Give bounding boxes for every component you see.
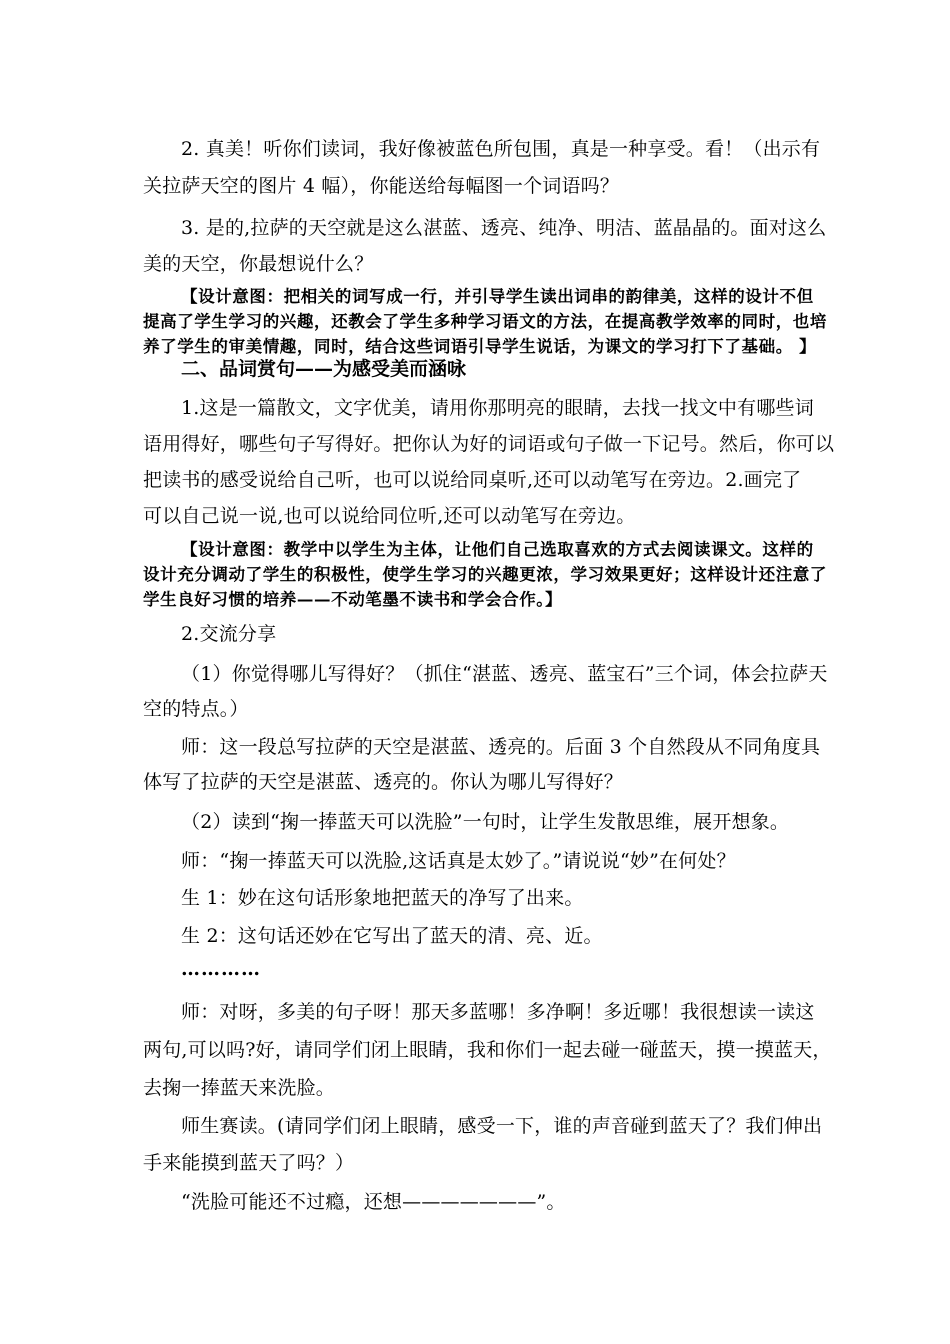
paragraph-line: 美的天空，你最想说什么？ <box>143 253 374 275</box>
paragraph-line: 体写了拉萨的天空是湛蓝、透亮的。你认为哪儿写得好？ <box>143 771 624 793</box>
paragraph-line: “洗脸可能还不过瘾，还想———————”。 <box>181 1191 566 1213</box>
paragraph-line: 师：对呀，多美的句子呀！那天多蓝哪！多净啊！多近哪！我很想读一读这 <box>181 1001 815 1023</box>
design-intent-note: 学生良好习惯的培养——不动笔墨不读书和学会合作。】 <box>143 590 563 609</box>
paragraph-line: 生 2：这句话还妙在它写出了蓝天的清、亮、近。 <box>181 925 603 947</box>
paragraph-line: 手来能摸到蓝天了吗？） <box>143 1152 355 1174</box>
paragraph-line: 可以自己说一说,也可以说给同位听,还可以动笔写在旁边。 <box>143 505 636 527</box>
paragraph-line: （1）你觉得哪儿写得好？（抓住“湛蓝、透亮、蓝宝石”三个词，体会拉萨天 <box>181 663 828 685</box>
paragraph-line: 生 1：妙在这句话形象地把蓝天的净写了出来。 <box>181 887 584 909</box>
paragraph-line: 师生赛读。(请同学们闭上眼睛，感受一下，谁的声音碰到蓝天了？我们伸出 <box>181 1115 823 1137</box>
ellipsis: ………… <box>181 958 261 980</box>
paragraph-line: （2）读到“掬一捧蓝天可以洗脸”一句时，让学生发散思维，展开想象。 <box>181 811 790 833</box>
paragraph-line: 1.这是一篇散文，文字优美，请用你那明亮的眼睛，去找一找文中有哪些词 <box>181 397 814 419</box>
paragraph-line: 把读书的感受说给自己听，也可以说给同桌听,还可以动笔写在旁边。2.画完了 <box>143 469 802 491</box>
design-intent-note: 设计充分调动了学生的积极性，使学生学习的兴趣更浓，学习效果更好；这样设计还注意了 <box>143 565 827 584</box>
paragraph-line: 两句,可以吗?好，请同学们闭上眼睛，我和你们一起去碰一碰蓝天，摸一摸蓝天， <box>143 1039 832 1061</box>
design-intent-note: 【设计意图：教学中以学生为主体，让他们自己选取喜欢的方式去阅读课文。这样的 <box>181 540 814 559</box>
paragraph-line: 空的特点。） <box>143 698 249 720</box>
paragraph-line: 2.交流分享 <box>181 623 277 645</box>
section-heading: 二、品词赏句——为感受美而涵咏 <box>181 358 467 380</box>
paragraph-line: 去掬一捧蓝天来洗脸。 <box>143 1077 336 1099</box>
paragraph-line: 3. 是的,拉萨的天空就是这么湛蓝、透亮、纯净、明洁、蓝晶晶的。面对这么 <box>181 217 827 239</box>
paragraph-line: 关拉萨天空的图片 4 幅），你能送给每幅图一个词语吗？ <box>143 175 620 197</box>
paragraph-line: 语用得好，哪些句子写得好。把你认为好的词语或句子做一下记号。然后，你可以 <box>143 433 835 455</box>
paragraph-line: 师：这一段总写拉萨的天空是湛蓝、透亮的。后面 3 个自然段从不同角度具 <box>181 736 821 758</box>
design-intent-note: 提高了学生学习的兴趣，还教会了学生多种学习语文的方法，在提高教学效率的同时，也培 <box>143 312 827 331</box>
design-intent-note: 【设计意图：把相关的词写成一行，并引导学生读出词串的韵律美，这样的设计不但 <box>181 287 814 306</box>
paragraph-line: 师：“掬一捧蓝天可以洗脸,这话真是太妙了。”请说说“妙”在何处？ <box>181 850 736 872</box>
paragraph-line: 2. 真美！听你们读词，我好像被蓝色所包围，真是一种享受。看！（出示有 <box>181 138 821 160</box>
design-intent-note: 养了学生的审美情趣，同时，结合这些词语引导学生说话，为课文的学习打下了基础。 】 <box>143 337 817 356</box>
